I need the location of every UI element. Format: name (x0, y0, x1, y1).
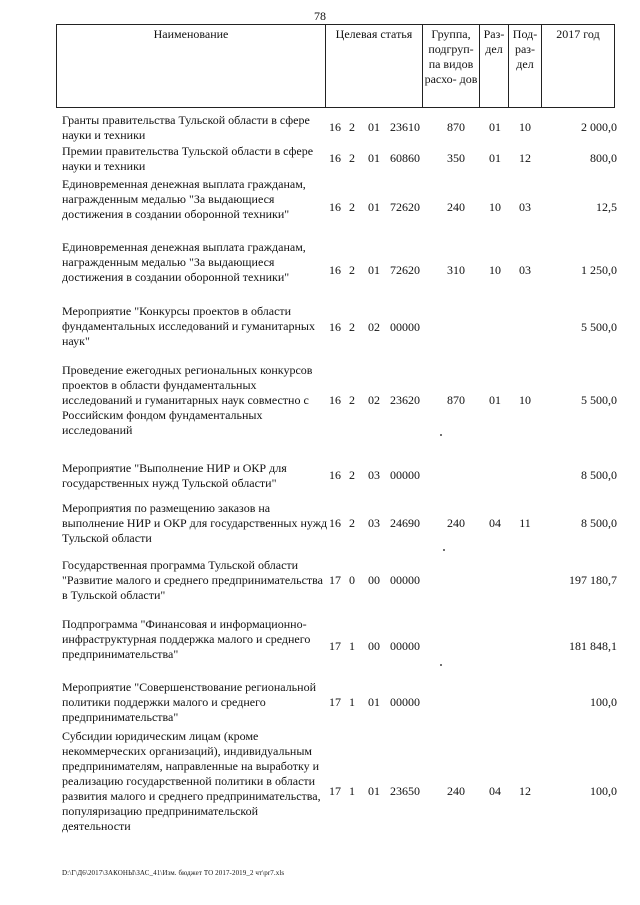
row-code-subprogram: 0 (349, 573, 355, 587)
row-subsection: 12 (519, 784, 531, 798)
row-amount: 1 250,0 (581, 263, 617, 277)
row-code-direction: 72620 (390, 200, 420, 214)
row-code-direction: 72620 (390, 263, 420, 277)
row-code-activity: 01 (368, 151, 380, 165)
row-group: 870 (447, 393, 465, 407)
row-subsection: 12 (519, 151, 531, 165)
row-subsection: 03 (519, 200, 531, 214)
row-code-activity: 03 (368, 516, 380, 530)
scan-speck (440, 434, 442, 436)
row-code-subprogram: 1 (349, 639, 355, 653)
row-code-direction: 00000 (390, 695, 420, 709)
row-section: 10 (489, 200, 501, 214)
row-amount: 100,0 (590, 784, 617, 798)
row-code-direction: 23610 (390, 120, 420, 134)
row-name: Мероприятия по размещению заказов на выполнение НИР и ОКР для государственных нужд Тульской области (62, 501, 328, 545)
row-code-activity: 01 (368, 120, 380, 134)
row-code-activity: 01 (368, 695, 380, 709)
row-code-program: 16 (329, 320, 341, 334)
row-code-program: 16 (329, 151, 341, 165)
row-subsection: 10 (519, 393, 531, 407)
row-group: 240 (447, 516, 465, 530)
row-section: 01 (489, 120, 501, 134)
page-number: 78 (314, 9, 326, 23)
row-amount: 800,0 (590, 151, 617, 165)
row-subsection: 11 (519, 516, 531, 530)
row-subsection: 10 (519, 120, 531, 134)
row-code-direction: 24690 (390, 516, 420, 530)
row-subsection: 03 (519, 263, 531, 277)
row-code-program: 16 (329, 468, 341, 482)
row-code-direction: 00000 (390, 320, 420, 334)
scan-speck (440, 664, 442, 666)
row-code-direction: 23650 (390, 784, 420, 798)
header-target (326, 24, 423, 108)
row-amount: 5 500,0 (581, 320, 617, 334)
row-code-program: 17 (329, 695, 341, 709)
row-code-subprogram: 2 (349, 516, 355, 530)
header-name (56, 24, 326, 108)
row-code-activity: 02 (368, 320, 380, 334)
row-name: Мероприятие "Совершенствование региональной политики поддержки малого и среднего предпринимательства" (62, 680, 316, 724)
row-code-subprogram: 2 (349, 320, 355, 334)
row-code-direction: 23620 (390, 393, 420, 407)
header-group (423, 24, 480, 108)
row-code-subprogram: 2 (349, 263, 355, 277)
row-code-program: 17 (329, 639, 341, 653)
row-amount: 8 500,0 (581, 516, 617, 530)
row-code-activity: 01 (368, 784, 380, 798)
row-code-program: 16 (329, 516, 341, 530)
row-code-direction: 00000 (390, 639, 420, 653)
row-code-activity: 00 (368, 573, 380, 587)
row-code-direction: 00000 (390, 573, 420, 587)
header-group-label: Группа, подгруп- па видов расхо- дов (424, 27, 478, 86)
row-code-program: 16 (329, 263, 341, 277)
row-code-program: 16 (329, 393, 341, 407)
row-code-activity: 00 (368, 639, 380, 653)
row-group: 870 (447, 120, 465, 134)
row-code-activity: 01 (368, 263, 380, 277)
row-code-subprogram: 1 (349, 695, 355, 709)
row-section: 04 (489, 516, 501, 530)
header-section-label: Раз- дел (483, 27, 505, 56)
row-code-activity: 01 (368, 200, 380, 214)
row-code-subprogram: 2 (349, 468, 355, 482)
row-code-activity: 03 (368, 468, 380, 482)
row-group: 310 (447, 263, 465, 277)
row-name: Субсидии юридическим лицам (кроме некоммерческих организаций), индивидуальным предпринимателям, направленные на выработку и реализацию государственной политики в области развития малого и среднего предпринимательства, популяризацию предпринимательской деятельности (62, 729, 321, 833)
row-amount: 197 180,7 (569, 573, 617, 587)
row-code-program: 17 (329, 784, 341, 798)
row-amount: 181 848,1 (569, 639, 617, 653)
header-subsection (509, 24, 542, 108)
row-section: 10 (489, 263, 501, 277)
row-amount: 5 500,0 (581, 393, 617, 407)
header-year (542, 24, 615, 108)
row-name: Подпрограмма "Финансовая и информационно-инфраструктурная поддержка малого и среднего предпринимательства" (62, 617, 311, 661)
row-name: Мероприятие "Выполнение НИР и ОКР для государственных нужд Тульской области" (62, 461, 287, 490)
row-code-program: 16 (329, 200, 341, 214)
row-name: Гранты правительства Тульской области в сфере науки и техники (62, 113, 310, 142)
row-name: Проведение ежегодных региональных конкурсов проектов в области фундаментальных исследований и гуманитарных наук совместно с Российским фондом фундаментальных исследований (62, 363, 313, 437)
header-year-label: 2017 год (556, 27, 600, 41)
header-subsection-label: Под- раз- дел (512, 27, 538, 71)
row-code-subprogram: 1 (349, 784, 355, 798)
row-section: 01 (489, 151, 501, 165)
row-code-subprogram: 2 (349, 120, 355, 134)
row-name: Премии правительства Тульской области в сфере науки и техники (62, 144, 314, 173)
row-code-subprogram: 2 (349, 151, 355, 165)
row-name: Мероприятие "Конкурсы проектов в области фундаментальных исследований и гуманитарных наук" (62, 304, 315, 348)
header-section (480, 24, 509, 108)
row-code-activity: 02 (368, 393, 380, 407)
scan-speck (443, 549, 445, 551)
row-code-subprogram: 2 (349, 393, 355, 407)
row-code-program: 16 (329, 120, 341, 134)
row-group: 240 (447, 784, 465, 798)
row-amount: 12,5 (596, 200, 617, 214)
row-name: Единовременная денежная выплата гражданам, награжденным медалью "За выдающиеся достижения в создании оборонной техники" (62, 240, 306, 284)
row-section: 04 (489, 784, 501, 798)
header-name-label: Наименование (153, 27, 229, 41)
row-name: Единовременная денежная выплата гражданам, награжденным медалью "За выдающиеся достижения в создании оборонной техники" (62, 177, 306, 221)
row-section: 01 (489, 393, 501, 407)
row-name: Государственная программа Тульской области "Развитие малого и среднего предпринимательства в Тульской области" (62, 558, 324, 602)
row-code-direction: 60860 (390, 151, 420, 165)
row-amount: 8 500,0 (581, 468, 617, 482)
header-target-label: Целевая статья (335, 27, 413, 41)
row-amount: 100,0 (590, 695, 617, 709)
row-group: 350 (447, 151, 465, 165)
file-path-footer: D:\Г\Д6\2017\ЗАКОНЫ\ЗАС_41\Изм. бюджет ТО 2017-2019_2 чт\pr7.xls (62, 869, 285, 877)
row-code-direction: 00000 (390, 468, 420, 482)
row-amount: 2 000,0 (581, 120, 617, 134)
row-code-program: 17 (329, 573, 341, 587)
row-group: 240 (447, 200, 465, 214)
row-code-subprogram: 2 (349, 200, 355, 214)
